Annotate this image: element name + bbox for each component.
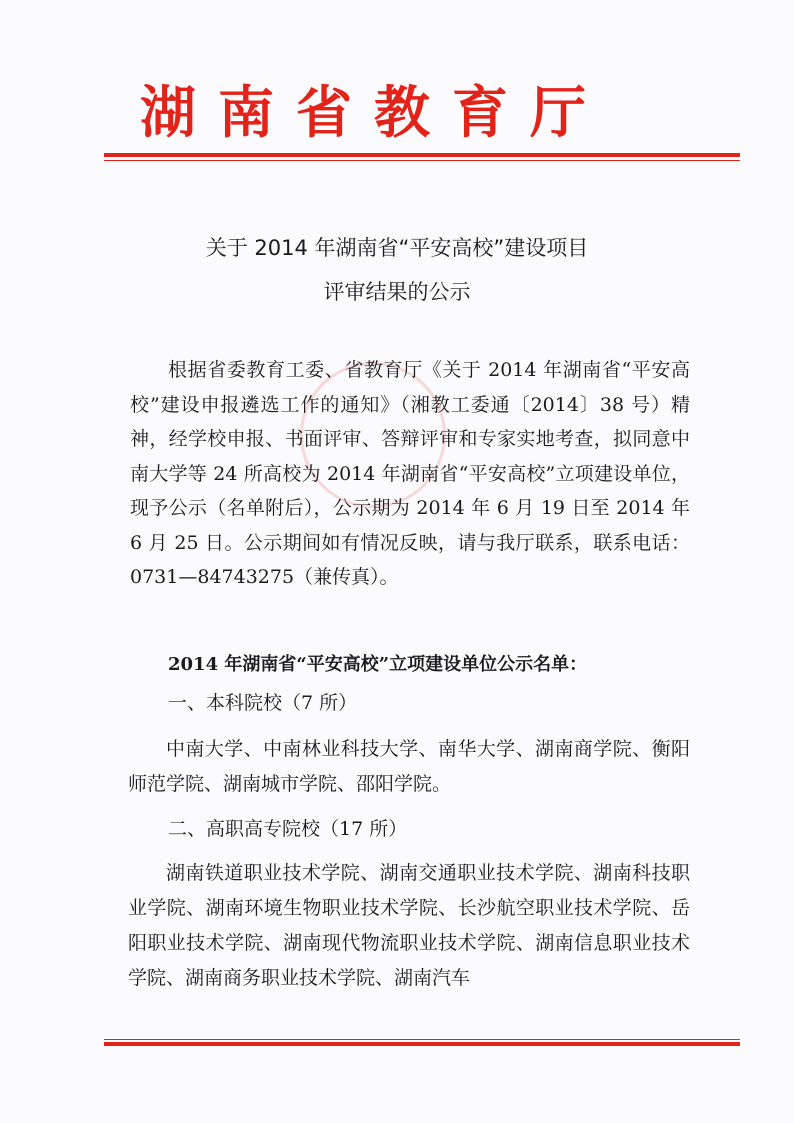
document-title-line-2: 评审结果的公示 — [323, 280, 471, 304]
undergraduate-schools: 中南大学、中南林业科技大学、南华大学、湖南商学院、衡阳师范学院、湖南城市学院、邵阳学院。 — [128, 738, 690, 795]
list-heading: 2014 年湖南省“平安高校”立项建设单位公示名单： — [168, 654, 588, 675]
header-rule-thick — [104, 153, 740, 157]
footer-rule-thin — [104, 1039, 740, 1040]
body-paragraph: 根据省委教育工委、省教育厅《关于 2014 年湖南省“平安高校”建设申报遴选工作的通知》（湘教工委通〔2014〕38 号）精神，经学校申报、书面评审、答辩评审和专家实地考查，拟同意中南大学等 24 所高校为 2014 年湖南省“平安高校”立项建设单位，现予公示（名单附后），公示期为 2014 年 6 月 19 日至 2014 年 6 月 25 日。公示期间如有情况反映，请与我厅联系，联系电话：0731—84743275（兼传真）。 — [130, 359, 690, 588]
undergraduate-school-list — [128, 732, 690, 802]
section-vocational-label: 二、高职高专院校（17 所） — [168, 818, 408, 840]
issuing-organization-title: 湖南省教育厅 — [140, 80, 608, 146]
vocational-schools: 湖南铁道职业技术学院、湖南交通职业技术学院、湖南科技职业学院、湖南环境生物职业技术学院、长沙航空职业技术学院、岳阳职业技术学院、湖南现代物流职业技术学院、湖南信息职业技术学院、湖南商务职业技术学院、湖南汽车 — [128, 862, 690, 989]
document-body — [130, 353, 690, 595]
header-rule-thin — [104, 160, 740, 161]
vocational-school-list — [128, 856, 690, 996]
footer-rule-thick — [104, 1042, 740, 1046]
document-title-line-1: 关于 2014 年湖南省“平安高校”建设项目 — [205, 236, 589, 260]
section-undergraduate-label: 一、本科院校（7 所） — [168, 692, 358, 714]
